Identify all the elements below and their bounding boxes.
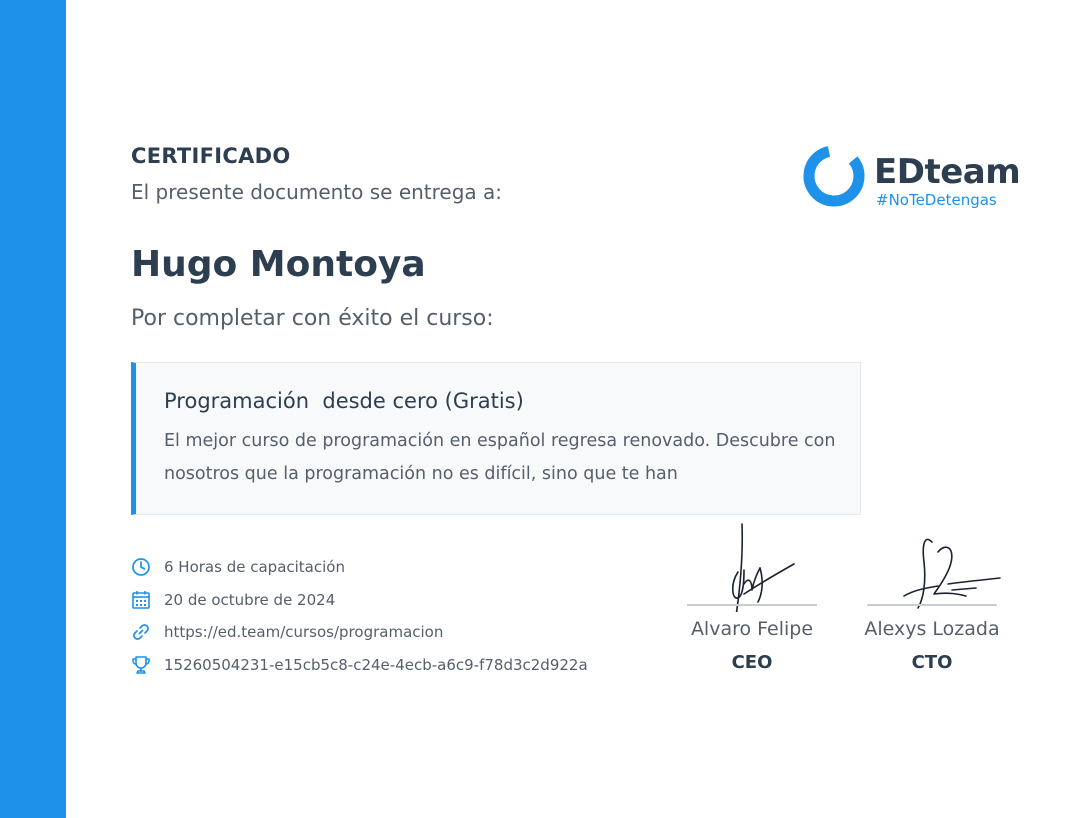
course-url[interactable]: https://ed.team/cursos/programacion bbox=[164, 623, 444, 641]
detail-text: 6 Horas de capacitación bbox=[164, 558, 345, 576]
detail-date bbox=[131, 589, 335, 611]
course-title: Programación desde cero (Gratis) bbox=[164, 389, 524, 413]
signature-alvaro bbox=[672, 522, 832, 612]
signature-line bbox=[687, 604, 817, 606]
detail-text: 20 de octubre de 2024 bbox=[164, 591, 336, 609]
side-accent-bar bbox=[0, 0, 66, 818]
signature-alexys bbox=[852, 522, 1012, 612]
signer-name: Alvaro Felipe bbox=[690, 618, 814, 640]
completion-text: Por completar con éxito el curso: bbox=[131, 306, 494, 331]
detail-duration bbox=[131, 556, 345, 578]
signer-role: CTO bbox=[911, 652, 953, 673]
logo-name: EDteam bbox=[874, 152, 1021, 192]
signer-ceo bbox=[672, 522, 832, 692]
edteam-logo bbox=[798, 140, 1021, 214]
signer-role: CEO bbox=[731, 652, 773, 673]
certificate-id: 15260504231-e15cb5c8-c24e-4ecb-a6c9-f78d3c2d922a bbox=[164, 656, 588, 674]
signature-line bbox=[867, 604, 997, 606]
course-card bbox=[131, 362, 861, 515]
certificate-intro: El presente documento se entrega a: bbox=[131, 180, 503, 204]
course-description: El mejor curso de programación en español regresa renovado. Descubre con nosotros que la programación no es difícil, sino que te han bbox=[164, 431, 836, 484]
calendar-icon bbox=[131, 590, 151, 610]
detail-url bbox=[131, 621, 443, 643]
certificate-label: CERTIFICADO bbox=[131, 144, 291, 168]
clock-icon bbox=[131, 557, 151, 577]
logo-tagline: #NoTeDetengas bbox=[876, 191, 997, 209]
signer-cto bbox=[852, 522, 1012, 692]
trophy-icon bbox=[131, 655, 151, 675]
link-icon bbox=[131, 622, 151, 642]
signer-name: Alexys Lozada bbox=[864, 618, 1000, 640]
recipient-name: Hugo Montoya bbox=[131, 244, 426, 285]
ring-logo-icon bbox=[800, 142, 868, 210]
detail-certificate-id bbox=[131, 654, 588, 676]
